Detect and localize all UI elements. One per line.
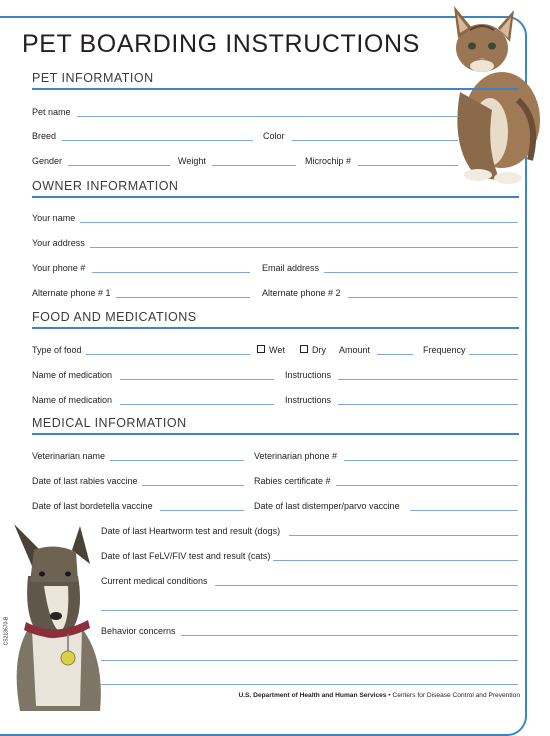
medication-1-label: Name of medication xyxy=(32,370,113,380)
food-type-label: Type of food xyxy=(32,345,82,355)
color-field[interactable] xyxy=(292,140,458,141)
medication-2-label: Name of medication xyxy=(32,395,113,405)
behavior-label: Behavior concerns xyxy=(101,626,176,636)
cdc-label: • Centers for Disease Control and Prevention xyxy=(386,692,520,699)
hhs-label: U.S. Department of Health and Human Services xyxy=(238,692,387,699)
dog-photo xyxy=(10,516,110,711)
behavior-field-line-2[interactable] xyxy=(101,660,518,661)
instructions-2-label: Instructions xyxy=(285,395,332,405)
vet-name-label: Veterinarian name xyxy=(32,451,106,461)
rabies-field[interactable] xyxy=(142,485,244,486)
alt-phone-1-label: Alternate phone # 1 xyxy=(32,288,111,298)
section-title: FOOD AND MEDICATIONS xyxy=(32,310,197,324)
alt-phone-2-label: Alternate phone # 2 xyxy=(262,288,341,298)
owner-name-field[interactable] xyxy=(80,222,518,223)
distemper-field[interactable] xyxy=(410,510,518,511)
frequency-label: Frequency xyxy=(423,345,466,355)
footer-agency-line xyxy=(238,692,520,699)
vet-name-field[interactable] xyxy=(110,460,244,461)
owner-phone-label: Your phone # xyxy=(32,263,86,273)
owner-phone-field[interactable] xyxy=(92,272,250,273)
vet-phone-field[interactable] xyxy=(344,460,518,461)
felv-label: Date of last FeLV/FIV test and result (cats) xyxy=(101,551,271,561)
weight-field[interactable] xyxy=(212,165,296,166)
wet-checkbox[interactable] xyxy=(257,345,265,353)
pet-name-label: Pet name xyxy=(32,107,71,117)
microchip-label: Microchip # xyxy=(305,156,352,166)
color-label: Color xyxy=(263,131,285,141)
cat-photo xyxy=(430,0,550,185)
owner-name-label: Your name xyxy=(32,213,76,223)
gender-field[interactable] xyxy=(68,165,170,166)
medication-2-field[interactable] xyxy=(120,404,274,405)
conditions-field[interactable] xyxy=(215,585,518,586)
alt-phone-2-field[interactable] xyxy=(348,297,518,298)
vet-phone-label: Veterinarian phone # xyxy=(254,451,338,461)
distemper-label: Date of last distemper/parvo vaccine xyxy=(254,501,400,511)
document-code: CS213670-B xyxy=(3,616,10,646)
email-field[interactable] xyxy=(324,272,518,273)
email-label: Email address xyxy=(262,263,320,273)
section-title: OWNER INFORMATION xyxy=(32,179,179,193)
weight-label: Weight xyxy=(178,156,206,166)
pet-name-field[interactable] xyxy=(77,116,457,117)
breed-field[interactable] xyxy=(62,140,253,141)
rabies-cert-field[interactable] xyxy=(336,485,518,486)
rabies-cert-label: Rabies certificate # xyxy=(254,476,331,486)
section-title: PET INFORMATION xyxy=(32,71,154,85)
instructions-1-label: Instructions xyxy=(285,370,332,380)
page-title: PET BOARDING INSTRUCTIONS xyxy=(22,30,420,58)
heartworm-label: Date of last Heartworm test and result (dogs) xyxy=(101,526,281,536)
instructions-2-field[interactable] xyxy=(338,404,518,405)
conditions-field-line-2[interactable] xyxy=(101,610,518,611)
frequency-field[interactable] xyxy=(469,354,518,355)
alt-phone-1-field[interactable] xyxy=(116,297,250,298)
dry-label: Dry xyxy=(312,345,326,355)
behavior-field-line-3[interactable] xyxy=(101,684,518,685)
section-title: MEDICAL INFORMATION xyxy=(32,416,187,430)
amount-field[interactable] xyxy=(377,354,413,355)
food-type-field[interactable] xyxy=(86,354,250,355)
amount-label: Amount xyxy=(339,345,371,355)
heartworm-field[interactable] xyxy=(289,535,518,536)
section-owner-information xyxy=(32,176,519,198)
section-medical-information xyxy=(32,413,519,435)
rabies-label: Date of last rabies vaccine xyxy=(32,476,138,486)
section-pet-information xyxy=(32,68,519,90)
medication-1-field[interactable] xyxy=(120,379,274,380)
section-food-and-medications xyxy=(32,307,519,329)
owner-address-field[interactable] xyxy=(90,247,518,248)
dry-checkbox[interactable] xyxy=(300,345,308,353)
owner-address-label: Your address xyxy=(32,238,85,248)
gender-label: Gender xyxy=(32,156,63,166)
conditions-label: Current medical conditions xyxy=(101,576,208,586)
felv-field[interactable] xyxy=(273,560,518,561)
breed-label: Breed xyxy=(32,131,57,141)
instructions-1-field[interactable] xyxy=(338,379,518,380)
wet-label: Wet xyxy=(269,345,285,355)
bordetella-label: Date of last bordetella vaccine xyxy=(32,501,153,511)
behavior-field[interactable] xyxy=(181,635,518,636)
microchip-field[interactable] xyxy=(358,165,458,166)
bordetella-field[interactable] xyxy=(160,510,244,511)
